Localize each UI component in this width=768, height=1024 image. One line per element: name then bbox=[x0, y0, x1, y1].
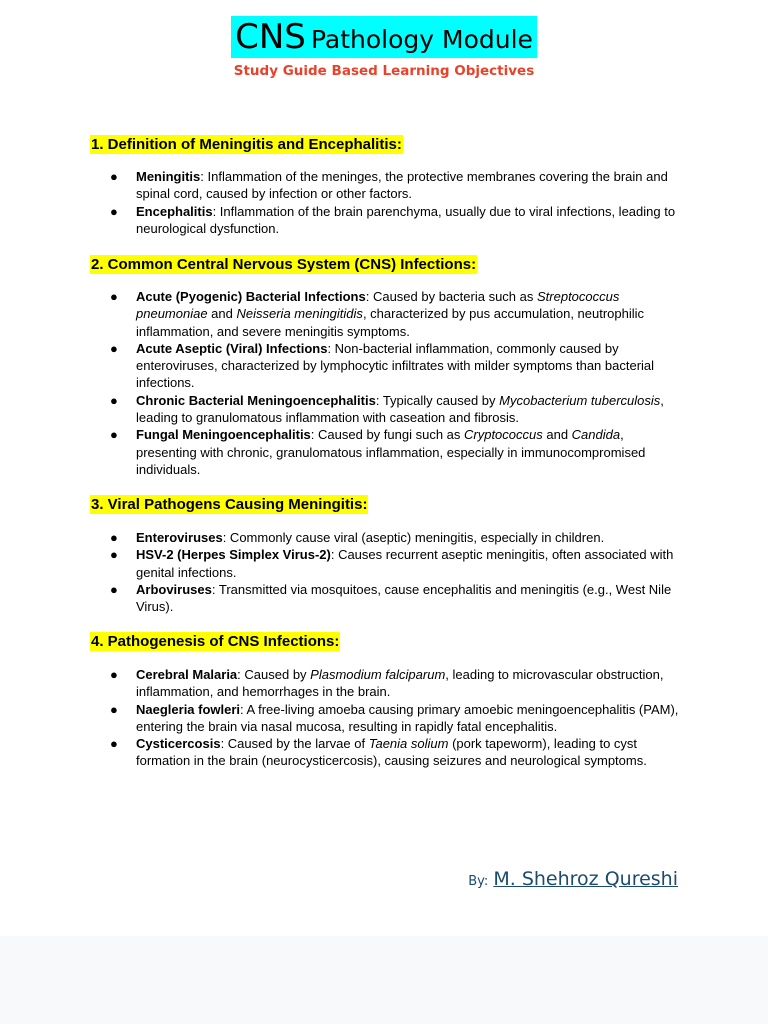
list-item-text: , presenting with chronic, granulomatous inflammation, especially in immunocompromised individuals. bbox=[136, 427, 646, 477]
section-heading-4: 4. Pathogenesis of CNS Infections: bbox=[91, 633, 340, 650]
section-list-4 bbox=[110, 666, 688, 770]
list-item-term: Cerebral Malaria bbox=[136, 667, 238, 682]
list-item-text: : Non-bacterial inflammation, commonly caused by enteroviruses, characterized by lymphocytic infiltrates with milder symptoms than bacterial infections. bbox=[136, 340, 655, 391]
bullet: ● bbox=[110, 530, 118, 545]
list-item-text: : Caused by bacteria such as bbox=[365, 289, 537, 304]
bullet: ● bbox=[110, 289, 118, 304]
section-list-2 bbox=[110, 288, 688, 478]
list-item-italic: Taenia solium bbox=[368, 736, 449, 752]
bullet: ● bbox=[110, 736, 118, 752]
list-item-text: : Commonly cause viral (aseptic) meningitis, especially in children. bbox=[222, 530, 605, 545]
list-item-italic: Cryptococcus bbox=[464, 427, 543, 443]
list-item-text: : Caused by fungi such as bbox=[310, 427, 464, 443]
list-item-text: : Causes recurrent aseptic meningitis, often associated with genital infections. bbox=[136, 547, 674, 580]
list-item-italic: Candida bbox=[571, 427, 621, 443]
list-item-text: : Transmitted via mosquitoes, cause encephalitis and meningitis (e.g., West Nile Virus). bbox=[136, 581, 672, 615]
list-item bbox=[110, 546, 688, 581]
byline bbox=[468, 868, 678, 890]
list-item-term: Acute Aseptic (Viral) Infections bbox=[136, 340, 328, 356]
list-item bbox=[110, 340, 688, 392]
list-item-text: , characterized by pus accumulation, neutrophilic inflammation, and severe meningitis symptoms. bbox=[136, 306, 645, 339]
list-item-term: Cysticercosis bbox=[136, 736, 221, 752]
bullet: ● bbox=[110, 547, 118, 563]
list-item-text: : Caused by the larvae of bbox=[220, 736, 369, 752]
by-label: By: bbox=[468, 874, 489, 889]
list-item-text: : Caused by bbox=[237, 667, 311, 682]
list-item-italic: Mycobacterium tuberculosis bbox=[499, 392, 661, 408]
section-list-3 bbox=[110, 529, 688, 615]
bullet: ● bbox=[110, 581, 118, 597]
list-item-term: Meningitis bbox=[136, 169, 201, 184]
list-item-term: HSV-2 (Herpes Simplex Virus-2) bbox=[136, 547, 331, 563]
list-item bbox=[110, 666, 688, 701]
bullet: ● bbox=[110, 667, 118, 682]
list-item-text: and bbox=[542, 427, 572, 443]
list-item bbox=[110, 426, 688, 478]
list-item-term: Fungal Meningoencephalitis bbox=[136, 427, 311, 443]
list-item-text: , leading to granulomatous inflammation with caseation and fibrosis. bbox=[136, 392, 664, 426]
bullet: ● bbox=[110, 203, 118, 219]
list-item bbox=[110, 735, 688, 770]
section-list-1 bbox=[110, 168, 688, 237]
list-item bbox=[110, 168, 688, 203]
list-item-text: : Inflammation of the meninges, the protective membranes covering the brain and spinal cord, caused by infection or other factors. bbox=[136, 169, 668, 202]
section-heading-3: 3. Viral Pathogens Causing Meningitis: bbox=[91, 496, 368, 513]
title-main: CNS bbox=[235, 17, 306, 57]
list-item-italic: Plasmodium falciparum bbox=[310, 667, 446, 682]
section-heading-2: 2. Common Central Nervous System (CNS) Infections: bbox=[91, 256, 477, 273]
list-item bbox=[110, 581, 688, 616]
list-item-term: Enteroviruses bbox=[136, 530, 223, 545]
page-title bbox=[231, 16, 537, 58]
list-item bbox=[110, 203, 688, 238]
list-item-term: Arboviruses bbox=[136, 581, 212, 597]
list-item-term: Naegleria fowleri bbox=[136, 701, 241, 717]
list-item-text: (pork tapeworm), leading to cyst formation in the brain (neurocysticercosis), causing seizures and neurological symptoms. bbox=[136, 736, 647, 769]
list-item-term: Chronic Bacterial Meningoencephalitis bbox=[136, 392, 376, 408]
list-item bbox=[110, 392, 688, 427]
list-item-text: : A free-living amoeba causing primary amoebic meningoencephalitis (PAM), entering the brain via nasal mucosa, resulting in rapidly fatal encephalitis. bbox=[136, 701, 679, 734]
list-item-text: , leading to microvascular obstruction, inflammation, and hemorrhages in the brain. bbox=[136, 667, 664, 700]
page-subtitle: Study Guide Based Learning Objectives bbox=[233, 63, 535, 79]
list-item bbox=[110, 529, 688, 546]
bullet: ● bbox=[110, 169, 118, 184]
list-item bbox=[110, 701, 688, 736]
list-item-term: Acute (Pyogenic) Bacterial Infections bbox=[136, 289, 366, 304]
author-link[interactable]: M. Shehroz Qureshi bbox=[493, 868, 678, 890]
bullet: ● bbox=[110, 392, 118, 408]
title-rest: Pathology Module bbox=[310, 25, 533, 54]
bullet: ● bbox=[110, 701, 118, 717]
list-item-text: and bbox=[207, 306, 237, 322]
list-item bbox=[110, 288, 688, 340]
section-heading-1: 1. Definition of Meningitis and Encephalitis: bbox=[91, 136, 402, 153]
list-item-term: Encephalitis bbox=[136, 203, 213, 219]
list-item-italic: Streptococcus pneumoniae bbox=[136, 289, 620, 322]
bullet: ● bbox=[110, 427, 118, 443]
list-item-italic: Neisseria meningitidis bbox=[236, 306, 363, 322]
title-wrap bbox=[0, 16, 768, 58]
bullet: ● bbox=[110, 340, 118, 356]
list-item-text: : Typically caused by bbox=[375, 392, 500, 408]
list-item-text: : Inflammation of the brain parenchyma, usually due to viral infections, leading to neurological dysfunction. bbox=[136, 203, 676, 236]
